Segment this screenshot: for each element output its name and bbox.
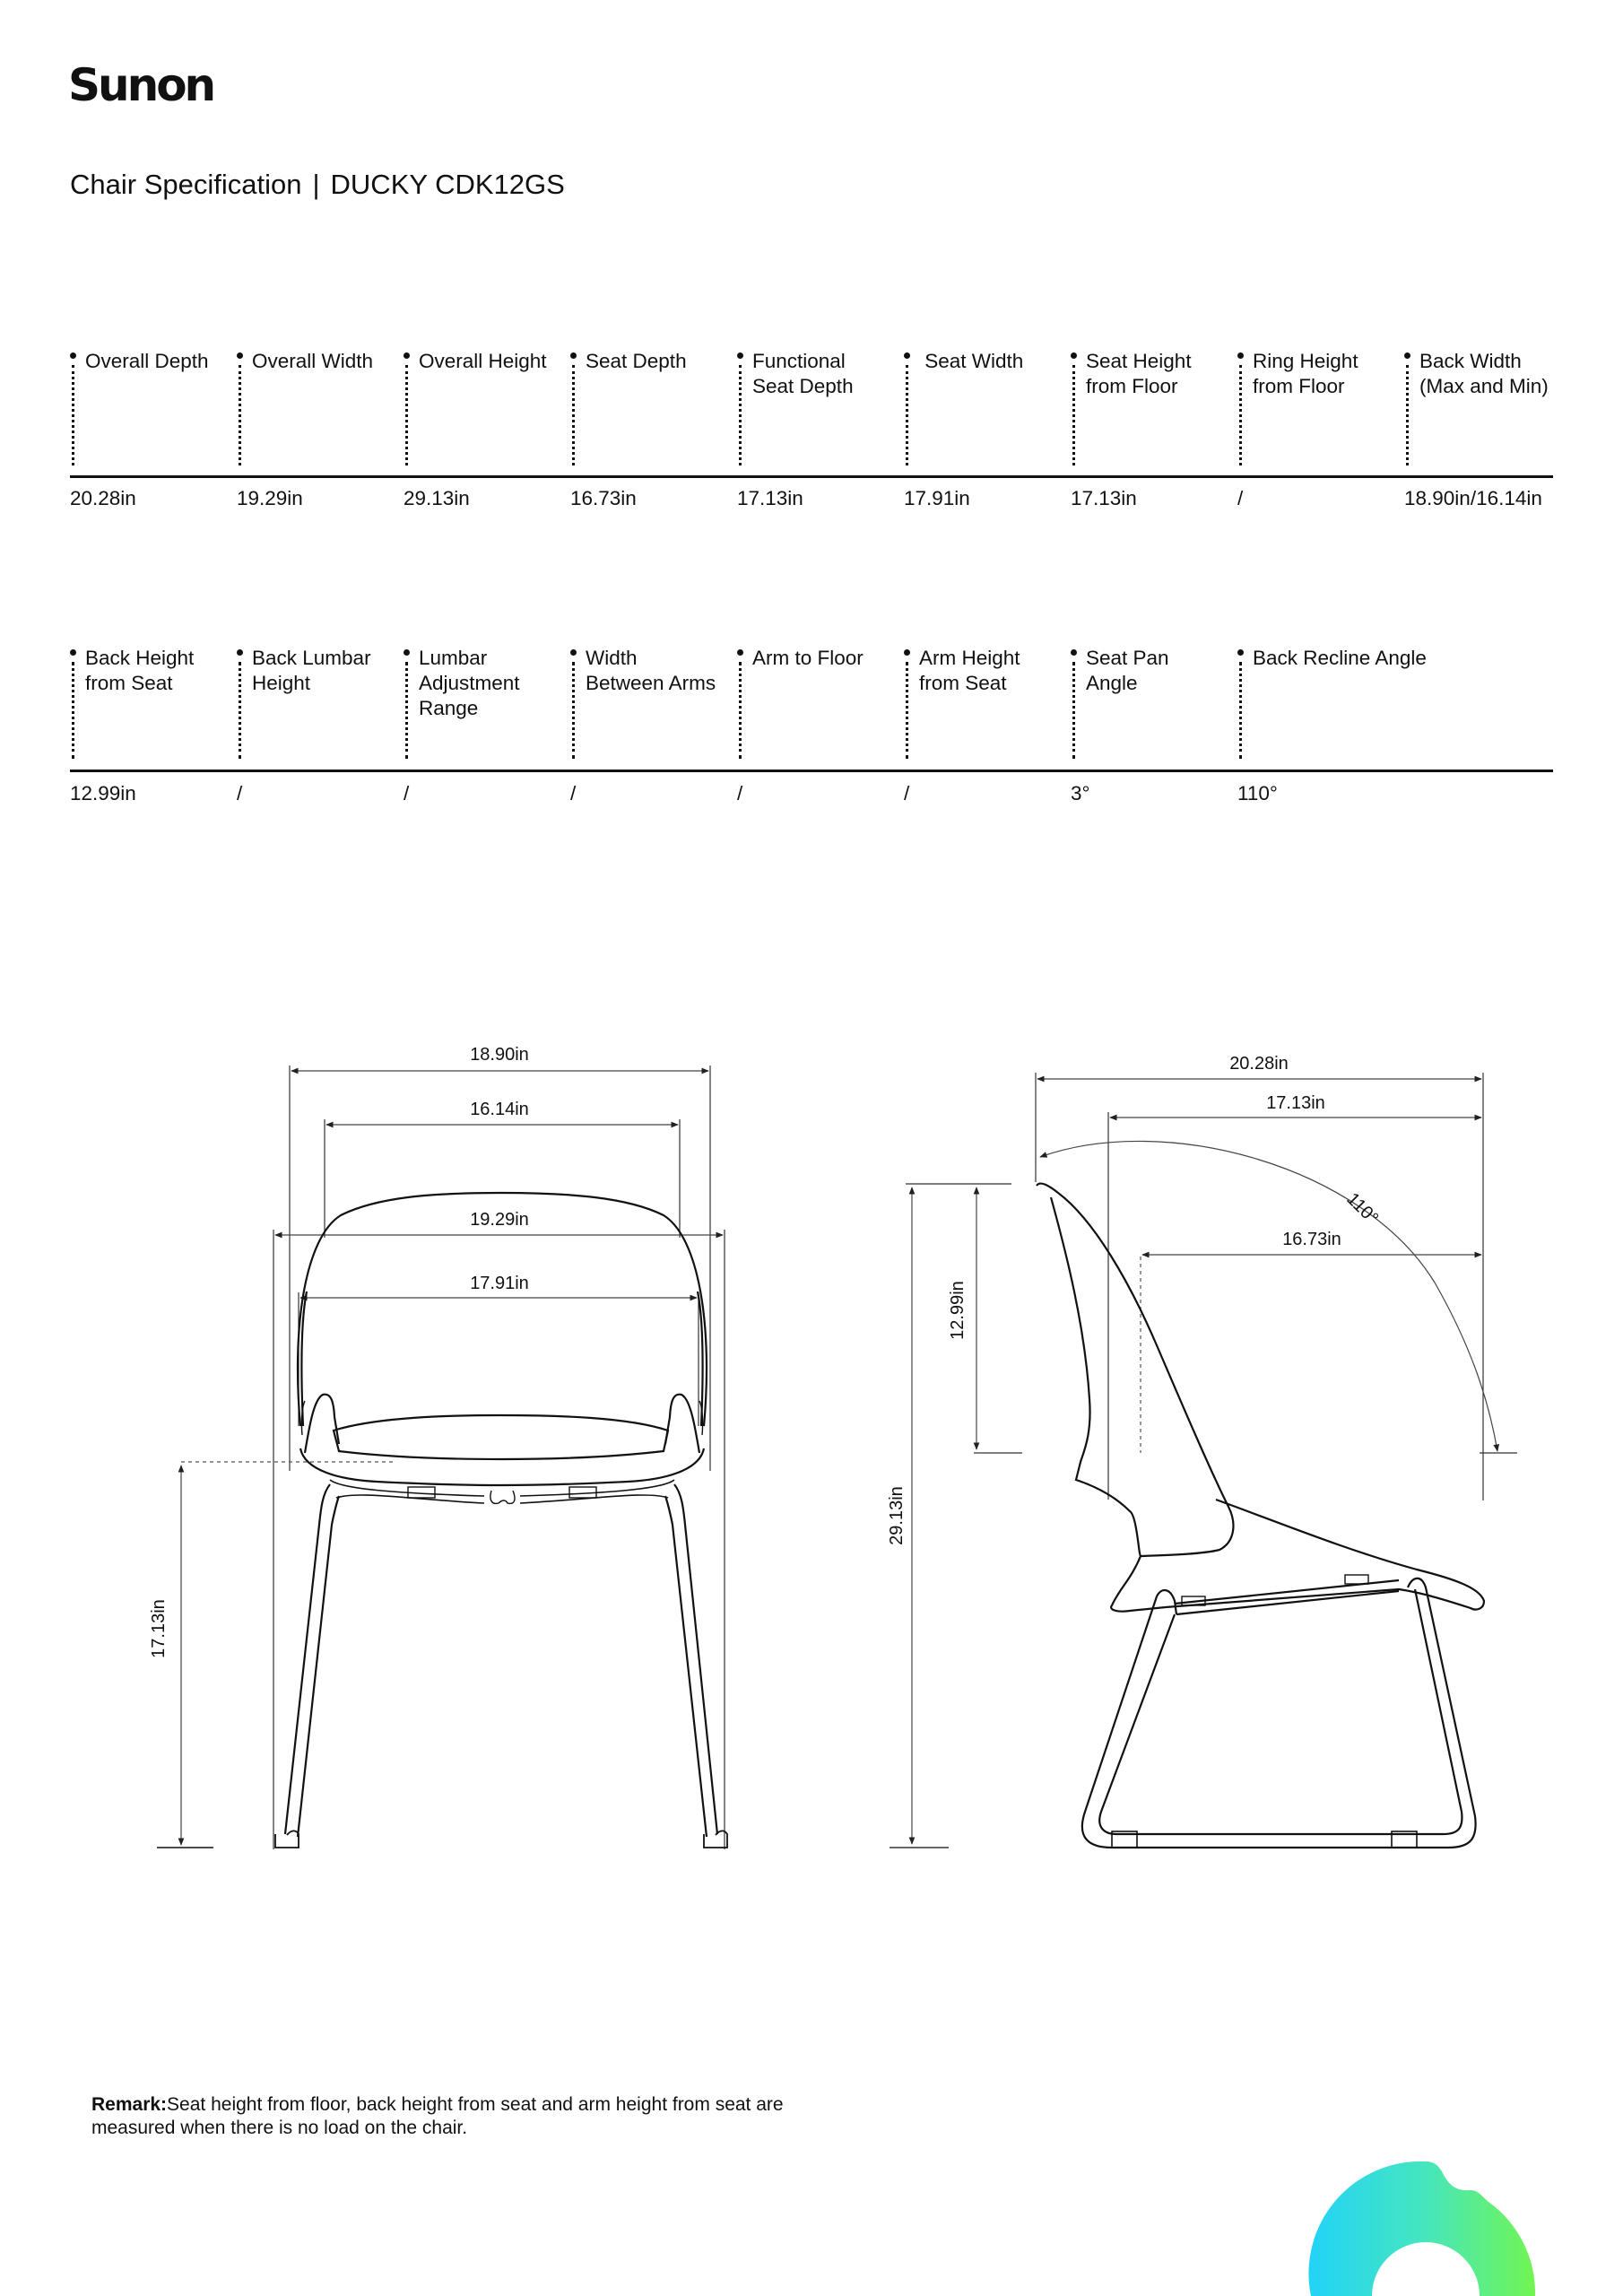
side-dim-recline-angle: 110°: [1342, 1188, 1383, 1229]
spec-label-line: from Floor: [1086, 375, 1178, 397]
front-dim-back-width-min: 16.14in: [470, 1100, 529, 1119]
spec-label-line: Overall Depth: [85, 350, 209, 372]
spec-value: 17.91in: [904, 487, 970, 509]
spec-label-line: Ring Height: [1253, 350, 1358, 372]
title-model: DUCKY CDK12GS: [330, 169, 565, 200]
spec-label-line: Back Height: [85, 647, 195, 669]
front-view: [157, 1065, 727, 1849]
spec-label-line: from Floor: [1253, 375, 1345, 397]
spec-value: 17.13in: [1071, 487, 1137, 509]
spec-label-line: Seat Height: [1086, 350, 1192, 372]
front-right-armrest: [665, 1395, 699, 1453]
side-view: [890, 1073, 1517, 1848]
spec-value: /: [737, 782, 743, 804]
front-extension-lines: [273, 1065, 725, 1849]
spec-value: /: [904, 782, 910, 804]
front-dim-back-width-max: 18.90in: [470, 1045, 529, 1065]
spec-value: /: [1237, 487, 1244, 509]
spec-label-line: Seat Pan: [1086, 647, 1169, 669]
spec-value: /: [404, 782, 410, 804]
remark-note: [91, 2093, 863, 2140]
spec-label-line: Back Width: [1419, 350, 1522, 372]
spec-label-line: Seat Width: [919, 350, 1024, 372]
side-dim-overall-depth: 20.28in: [1229, 1054, 1289, 1074]
remark-label: Remark:: [91, 2094, 168, 2115]
spec-label-line: Overall Height: [419, 350, 547, 372]
spec-value: 16.73in: [570, 487, 637, 509]
spec-value: 110°: [1237, 782, 1278, 804]
side-dim-overall-height: 29.13in: [887, 1486, 907, 1545]
side-seat: [1166, 1500, 1484, 1609]
spec-label-line: Arm to Floor: [752, 647, 864, 669]
side-dim-seat-depth: 16.73in: [1282, 1230, 1341, 1249]
spec-label-line: Functional: [752, 350, 846, 372]
spec-value: 19.29in: [237, 487, 303, 509]
title-separator: |: [312, 169, 320, 200]
front-left-foot: [275, 1831, 299, 1848]
spec-label-line: Width: [586, 647, 638, 669]
spec-value: /: [237, 782, 243, 804]
side-sled-base: [1082, 1578, 1476, 1848]
brand-ring-icon: [1308, 2161, 1535, 2296]
spec-label-line: Seat Depth: [586, 350, 687, 372]
spec-value: 20.28in: [70, 487, 136, 509]
front-right-foot: [704, 1831, 727, 1848]
spec-label-line: Adjustment: [419, 672, 520, 694]
front-seat-cushion: [334, 1415, 668, 1459]
spec-label-line: Back Lumbar: [252, 647, 371, 669]
spec-label-line: Angle: [1086, 672, 1138, 694]
spec-value: 17.13in: [737, 487, 803, 509]
remark-text: Seat height from floor, back height from seat and arm height from seat are measured when there is no load on the chair.: [91, 2094, 784, 2138]
front-dim-seat-height: 17.13in: [149, 1599, 169, 1658]
spec-label-line: Seat Depth: [752, 375, 854, 397]
spec-label-line: Between Arms: [586, 672, 716, 694]
front-right-leg: [665, 1484, 717, 1837]
spec-label-line: Arm Height: [919, 647, 1020, 669]
side-dim-back-height: 12.99in: [948, 1281, 968, 1340]
spec-label-line: from Seat: [85, 672, 173, 694]
spec-label-line: Height: [252, 672, 311, 694]
front-left-leg: [285, 1484, 339, 1837]
front-dim-seat-width: 17.91in: [470, 1274, 529, 1293]
side-backrest: [1037, 1184, 1233, 1556]
title-document-type: Chair Specification: [70, 169, 302, 200]
spec-value: 12.99in: [70, 782, 136, 804]
spec-value: 3°: [1071, 782, 1090, 804]
spec-label-line: (Max and Min): [1419, 375, 1549, 397]
front-dim-overall-width: 19.29in: [470, 1210, 529, 1230]
spec-label-line: Lumbar: [419, 647, 488, 669]
spec-value: /: [570, 782, 577, 804]
front-left-armrest: [305, 1395, 339, 1453]
spec-label-line: Overall Width: [252, 350, 374, 372]
side-dim-functional-seat-depth: 17.13in: [1266, 1093, 1325, 1113]
logo-text: Sunon: [68, 59, 214, 109]
spec-label-line: from Seat: [919, 672, 1007, 694]
spec-value: 29.13in: [404, 487, 470, 509]
side-extension-lines: [890, 1073, 1517, 1848]
spec-label-line: Range: [419, 697, 479, 719]
spec-label-line: Back Recline Angle: [1253, 647, 1427, 669]
spec-value: 18.90in/16.14in: [1404, 487, 1542, 509]
